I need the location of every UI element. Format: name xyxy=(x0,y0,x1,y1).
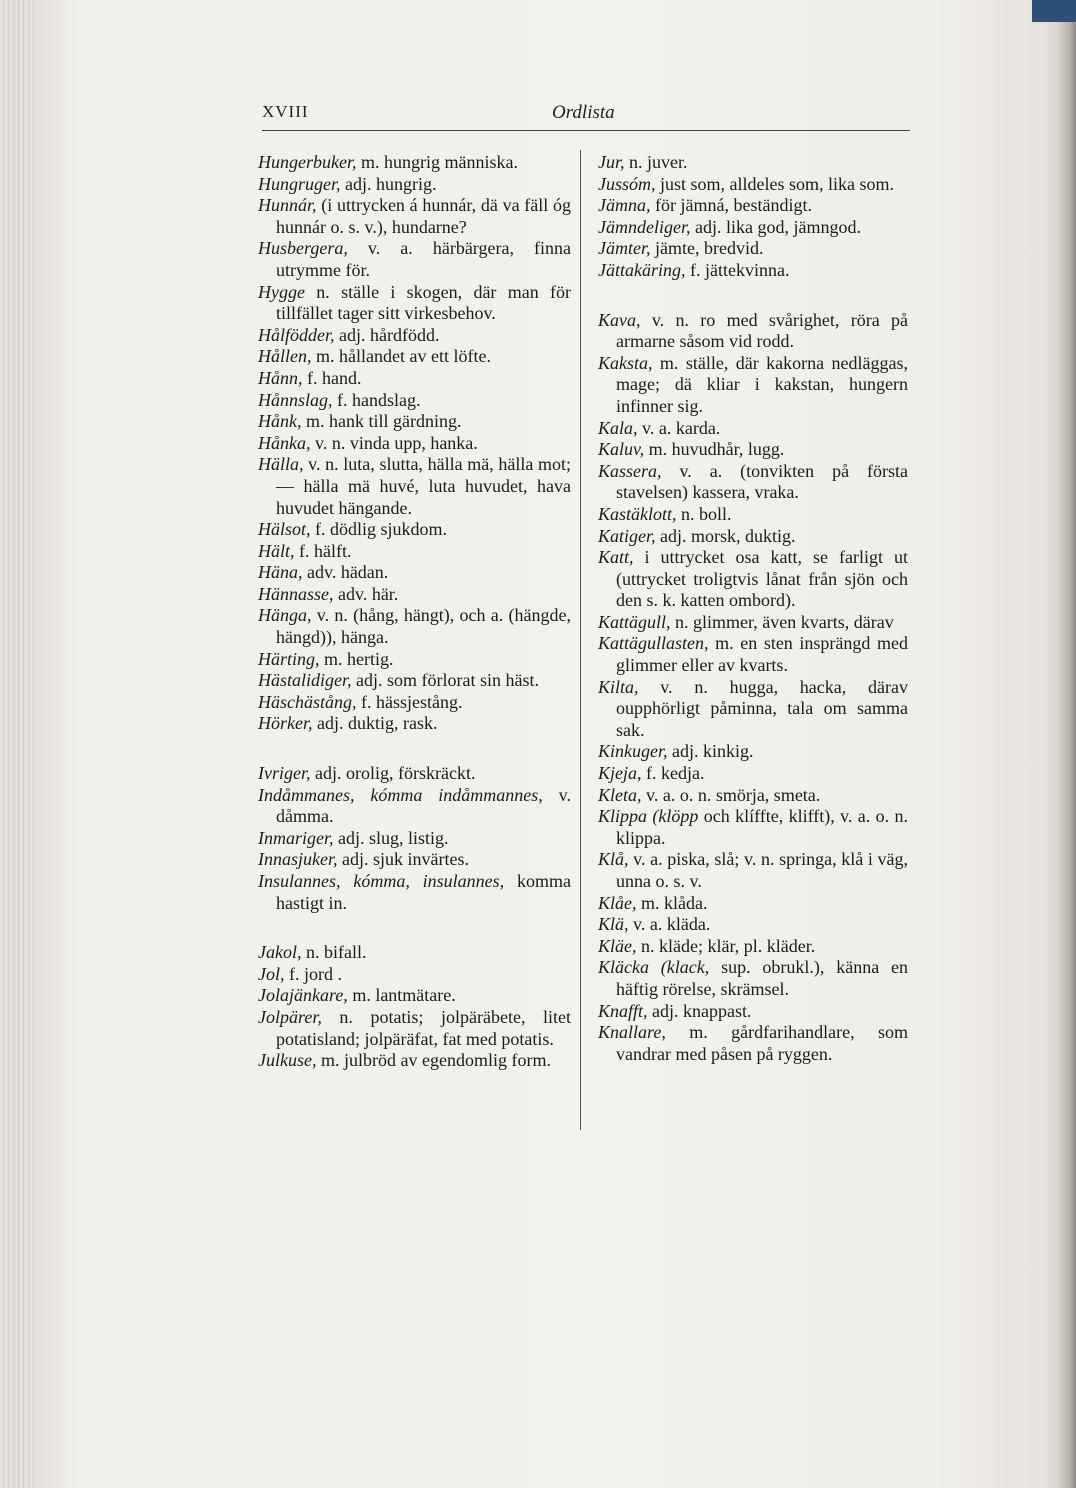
column-divider xyxy=(580,150,581,1130)
definition: m. hertig. xyxy=(319,648,394,669)
headword: Kattägull, xyxy=(598,611,671,632)
dictionary-entry xyxy=(598,260,908,282)
headword: Kilta, xyxy=(598,676,639,697)
headword: Klå, xyxy=(598,849,629,870)
definition: adv. hädan. xyxy=(302,562,389,583)
dictionary-entry xyxy=(258,1050,571,1072)
dictionary-entry xyxy=(258,649,571,671)
headword: Hörker, xyxy=(258,713,313,734)
definition: v. a. o. n. smörja, smeta. xyxy=(641,784,821,805)
headword: Hånn, xyxy=(258,367,303,388)
headword: Katt, xyxy=(598,547,634,568)
dictionary-entry xyxy=(258,152,571,174)
definition: v. a. (tonvikten på första stavelsen) kassera, vraka. xyxy=(616,460,908,503)
definition: adj. som förlorat sin häst. xyxy=(351,670,539,691)
dictionary-entry xyxy=(598,439,908,461)
section-gap xyxy=(598,282,908,310)
headword: Kläcka (klack, xyxy=(598,957,710,978)
dictionary-entry xyxy=(258,670,571,692)
headword: Hunnár, xyxy=(258,195,317,216)
headword: Klippa (klöpp xyxy=(598,806,699,827)
dictionary-entry xyxy=(598,936,908,958)
dictionary-entry xyxy=(258,174,571,196)
definition: v. n. ro med svårighet, röra på armarne såsom vid rodd. xyxy=(616,309,908,352)
dictionary-entry xyxy=(598,914,908,936)
dictionary-entry xyxy=(598,785,908,807)
definition: v. dåmma. xyxy=(276,784,571,827)
dictionary-entry xyxy=(258,713,571,735)
dictionary-entry xyxy=(598,353,908,418)
book-binding-edge xyxy=(1040,0,1076,1488)
book-cover-corner xyxy=(1032,0,1076,22)
definition: för jämná, beständigt. xyxy=(650,195,812,216)
definition: n. bifall. xyxy=(301,942,367,963)
definition: v. a. piska, slå; v. n. springa, klå i väg, unna o. s. v. xyxy=(616,849,908,891)
definition: m. gårdfarihandlare, som vandrar med påsen på ryggen. xyxy=(616,1022,908,1064)
page-number: XVIII xyxy=(262,102,309,121)
dictionary-entry xyxy=(258,195,571,238)
definition: adj. kinkig. xyxy=(667,741,754,762)
definition: v. n. vinda upp, hanka. xyxy=(310,432,478,453)
definition: n. boll. xyxy=(676,503,732,524)
definition: n. kläde; klär, pl. kläder. xyxy=(636,935,816,956)
definition: adj. slug, listig. xyxy=(333,827,449,848)
definition: v. n. (hång, hängt), och a. (hängde, hängd)), hänga. xyxy=(276,605,571,648)
definition: f. kedja. xyxy=(641,763,705,784)
definition: n. ställe i skogen, där man för tillfället tager sitt virkesbehov. xyxy=(276,281,571,324)
definition: adj. sjuk invärtes. xyxy=(337,849,469,870)
headword: Klåe, xyxy=(598,892,637,913)
definition: m. lantmätare. xyxy=(347,985,456,1006)
definition: m. hungrig människa. xyxy=(356,152,518,172)
headword: Jakol, xyxy=(258,942,302,963)
dictionary-entry xyxy=(258,605,571,648)
dictionary-entry xyxy=(258,828,571,850)
right-column xyxy=(598,152,908,1065)
definition: just som, alldeles som, lika som. xyxy=(655,173,894,194)
page-header xyxy=(262,100,910,131)
section-i xyxy=(258,763,571,914)
headword: Hånnslag, xyxy=(258,389,333,410)
definition: i uttrycket osa katt, se farligt ut (uttrycket troligtvis lånat från sjön och den s. k. katten ombord). xyxy=(616,547,908,611)
dictionary-entry xyxy=(598,504,908,526)
dictionary-entry xyxy=(258,985,571,1007)
headword: Hälla, xyxy=(258,454,304,475)
section-h xyxy=(258,152,571,735)
dictionary-entry xyxy=(258,282,571,325)
definition: m. ställe, där kakorna nedläggas, mage; dä kliar i kakstan, hungern infinner sig. xyxy=(616,352,908,416)
definition: n. potatis; jolpäräbete, litet potatisland; jolpäräfat, fat med potatis. xyxy=(276,1006,571,1049)
definition: m. julbröd av egendomlig form. xyxy=(316,1050,551,1071)
definition: adj. hungrig. xyxy=(340,173,437,194)
headword: Hungerbuker, xyxy=(258,152,357,172)
headword: Knallare, xyxy=(598,1022,666,1043)
headword: Kjeja, xyxy=(598,763,642,784)
dictionary-entry xyxy=(258,519,571,541)
definition: f. jord . xyxy=(284,963,342,984)
headword: Hygge xyxy=(258,281,305,302)
dictionary-entry xyxy=(598,238,908,260)
headword: Kläe, xyxy=(598,935,637,956)
dictionary-entry xyxy=(258,584,571,606)
headword: Kattägullasten, xyxy=(598,633,709,654)
dictionary-entry xyxy=(598,418,908,440)
headword: Husbergera, xyxy=(258,238,348,259)
definition: v. n. hugga, hacka, därav oupphörligt påminna, tala om samma sak. xyxy=(616,676,908,740)
section-j xyxy=(258,942,571,1072)
dictionary-entry xyxy=(598,633,908,676)
dictionary-entry xyxy=(258,871,571,914)
headword: Häschästång, xyxy=(258,691,357,712)
headword: Hält, xyxy=(258,540,295,561)
headword: Hånka, xyxy=(258,432,311,453)
dictionary-entry xyxy=(258,763,571,785)
definition: v. a. kläda. xyxy=(628,914,711,935)
dictionary-entry xyxy=(598,1022,908,1065)
headword: Hästalidiger, xyxy=(258,670,352,691)
section-j-cont xyxy=(598,152,908,282)
definition: f. dödlig sjukdom. xyxy=(310,519,448,540)
headword: Jolpärer, xyxy=(258,1006,322,1027)
headword: Kinkuger, xyxy=(598,741,668,762)
dictionary-entry xyxy=(258,238,571,281)
left-column xyxy=(258,152,571,1072)
dictionary-entry xyxy=(258,541,571,563)
headword: Katiger, xyxy=(598,525,656,546)
headword: Häna, xyxy=(258,562,303,583)
headword: Jämndeliger, xyxy=(598,216,691,237)
headword: Julkuse, xyxy=(258,1050,317,1071)
dictionary-entry xyxy=(258,964,571,986)
dictionary-entry xyxy=(598,526,908,548)
definition: m. en sten insprängd med glimmer eller av kvarts. xyxy=(616,633,908,676)
dictionary-entry xyxy=(598,806,908,849)
dictionary-entry xyxy=(598,174,908,196)
headword: Hälsot, xyxy=(258,519,311,540)
definition: f. handslag. xyxy=(332,389,421,410)
dictionary-entry xyxy=(598,195,908,217)
dictionary-entry xyxy=(258,785,571,828)
definition: f. hässjestång. xyxy=(356,691,463,712)
headword: Kleta, xyxy=(598,784,642,805)
definition: sup. obrukl.), känna en häftig rörelse, skrämsel. xyxy=(616,957,908,999)
definition: m. hank till gärdning. xyxy=(301,411,462,432)
headword: Klä, xyxy=(598,914,629,935)
headword: Kaluv, xyxy=(598,439,645,460)
headword: Innasjuker, xyxy=(258,849,338,870)
definition: adj. knappast. xyxy=(647,1000,752,1021)
headword: Kassera, xyxy=(598,460,662,481)
definition: jämte, bredvid. xyxy=(650,238,764,259)
headword: Härting, xyxy=(258,648,320,669)
definition: f. hand. xyxy=(302,367,362,388)
definition: v. a. härbärgera, finna utrymme för. xyxy=(276,238,571,280)
headword: Jur, xyxy=(598,152,625,172)
definition: n. glimmer, även kvarts, därav xyxy=(670,611,894,632)
headword: Jol, xyxy=(258,963,285,984)
headword: Kava, xyxy=(598,309,641,330)
definition: adj. hårdfödd. xyxy=(334,324,440,345)
dictionary-entry xyxy=(598,152,908,174)
headword: Ivriger, xyxy=(258,763,311,784)
running-title: Ordlista xyxy=(552,102,615,123)
definition: m. hållandet av ett löfte. xyxy=(311,346,491,367)
dictionary-entry xyxy=(258,390,571,412)
headword: Kala, xyxy=(598,417,638,438)
headword: Jättakäring, xyxy=(598,259,686,280)
definition: v. a. karda. xyxy=(637,417,721,438)
headword: Hånk, xyxy=(258,411,302,432)
definition: f. jättekvinna. xyxy=(685,259,790,280)
definition: v. n. luta, slutta, hälla mä, hälla mot; — hälla mä huvé, luta huvudet, hava huvudet hängande. xyxy=(276,454,571,518)
dictionary-entry xyxy=(598,763,908,785)
dictionary-entry xyxy=(598,741,908,763)
dictionary-entry xyxy=(258,433,571,455)
dictionary-entry xyxy=(258,942,571,964)
dictionary-entry xyxy=(598,957,908,1000)
headword: Jämter, xyxy=(598,238,651,259)
headword: Jämna, xyxy=(598,195,651,216)
definition: komma hastigt in. xyxy=(276,871,572,913)
dictionary-entry xyxy=(598,461,908,504)
headword: Hålfödder, xyxy=(258,324,335,345)
dictionary-entry xyxy=(258,368,571,390)
headword: Indåmmanes, kómma indåmmannes, xyxy=(258,784,543,805)
headword: Hållen, xyxy=(258,346,312,367)
definition: adj. orolig, förskräckt. xyxy=(310,763,476,784)
dictionary-entry xyxy=(598,547,908,612)
headword: Kastäklott, xyxy=(598,503,677,524)
definition: adj. lika god, jämngod. xyxy=(690,216,861,237)
dictionary-entry xyxy=(598,849,908,892)
dictionary-entry xyxy=(598,1001,908,1023)
headword: Knafft, xyxy=(598,1000,648,1021)
dictionary-entry xyxy=(258,454,571,519)
dictionary-entry xyxy=(258,325,571,347)
dictionary-entry xyxy=(258,1007,571,1050)
definition: och klíffte, klifft), v. a. o. n. klippa. xyxy=(616,806,908,848)
dictionary-entry xyxy=(598,310,908,353)
section-k xyxy=(598,310,908,1066)
section-gap xyxy=(258,914,571,942)
headword: Insulannes, kómma, insulannes, xyxy=(258,871,505,891)
definition: n. juver. xyxy=(624,152,688,172)
headword: Hänga, xyxy=(258,605,312,626)
page-stack-edge xyxy=(0,0,40,1488)
headword: Jussóm, xyxy=(598,173,656,194)
headword: Inmariger, xyxy=(258,827,334,848)
dictionary-entry xyxy=(258,692,571,714)
section-gap xyxy=(258,735,571,763)
dictionary-entry xyxy=(258,562,571,584)
definition: adv. här. xyxy=(333,583,399,604)
definition: m. klåda. xyxy=(636,892,708,913)
definition: adj. morsk, duktig. xyxy=(655,525,796,546)
headword: Hungruger, xyxy=(258,173,341,194)
headword: Jolajänkare, xyxy=(258,985,348,1006)
dictionary-entry xyxy=(258,346,571,368)
dictionary-entry xyxy=(598,893,908,915)
dictionary-entry xyxy=(258,411,571,433)
definition: m. huvudhår, lugg. xyxy=(644,439,785,460)
headword: Hännasse, xyxy=(258,583,334,604)
definition: f. hälft. xyxy=(294,540,352,561)
dictionary-entry xyxy=(598,677,908,742)
dictionary-entry xyxy=(598,612,908,634)
definition: adj. duktig, rask. xyxy=(312,713,438,734)
dictionary-entry xyxy=(258,849,571,871)
dictionary-entry xyxy=(598,217,908,239)
definition: (i uttrycken á hunnár, dä va fäll óg hunnár o. s. v.), hundarne? xyxy=(276,195,571,237)
headword: Kaksta, xyxy=(598,352,653,373)
